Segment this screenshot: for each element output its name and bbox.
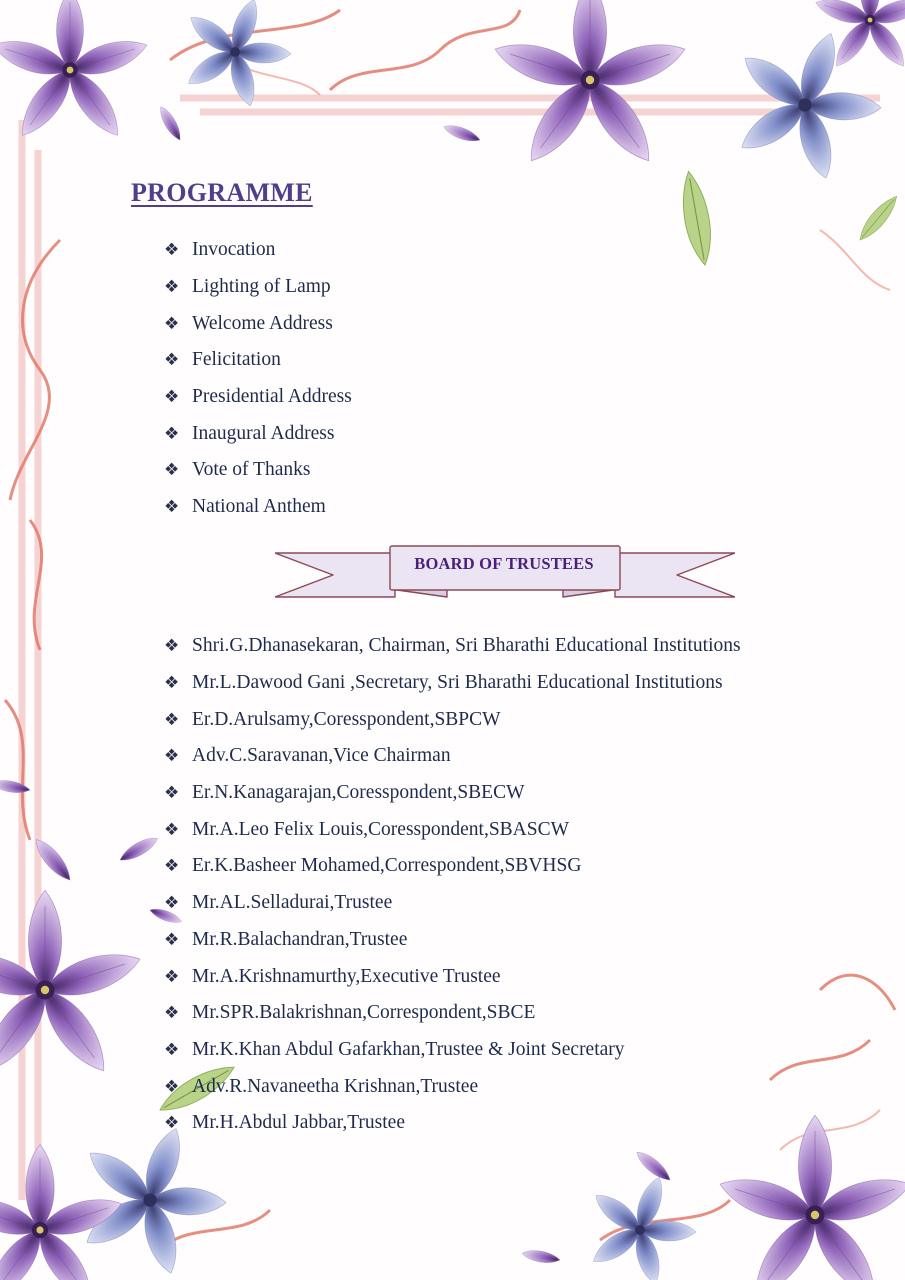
programme-item xyxy=(164,415,352,452)
diamond-bullet-icon: ❖ xyxy=(164,1076,180,1097)
diamond-bullet-icon: ❖ xyxy=(164,1113,180,1134)
trustee-item xyxy=(164,1032,741,1069)
trustee-item xyxy=(164,995,741,1032)
trustee-item xyxy=(164,1068,741,1105)
diamond-bullet-icon: ❖ xyxy=(164,423,180,444)
trustee-item-text: Shri.G.Dhanasekaran, Chairman, Sri Bharathi Educational Institutions xyxy=(192,635,741,657)
trustee-item-text: Mr.K.Khan Abdul Gafarkhan,Trustee & Joint Secretary xyxy=(192,1038,625,1060)
programme-item-text: Vote of Thanks xyxy=(192,459,311,481)
programme-item xyxy=(164,379,352,416)
diamond-bullet-icon: ❖ xyxy=(164,497,180,518)
board-of-trustees-title: BOARD OF TRUSTEES xyxy=(414,554,594,573)
trustee-item xyxy=(164,811,741,848)
programme-heading: PROGRAMME xyxy=(131,178,313,207)
trustee-item xyxy=(164,885,741,922)
trustees-list xyxy=(164,628,741,1142)
diamond-bullet-icon: ❖ xyxy=(164,1003,180,1024)
programme-item xyxy=(164,489,352,526)
diamond-bullet-icon: ❖ xyxy=(164,313,180,334)
trustee-item-text: Mr.A.Krishnamurthy,Executive Trustee xyxy=(192,965,501,987)
trustee-item xyxy=(164,958,741,995)
trustee-item-text: Mr.H.Abdul Jabbar,Trustee xyxy=(192,1112,405,1134)
diamond-bullet-icon: ❖ xyxy=(164,966,180,987)
programme-list xyxy=(164,232,352,526)
trustee-item-text: Adv.C.Saravanan,Vice Chairman xyxy=(192,745,451,767)
diamond-bullet-icon: ❖ xyxy=(164,783,180,804)
diamond-bullet-icon: ❖ xyxy=(164,240,180,261)
trustee-item xyxy=(164,701,741,738)
programme-item-text: Lighting of Lamp xyxy=(192,276,331,298)
trustee-item-text: Er.D.Arulsamy,Coresspondent,SBPCW xyxy=(192,708,501,730)
programme-item-text: National Anthem xyxy=(192,496,326,518)
trustee-item-text: Er.N.Kanagarajan,Coresspondent,SBECW xyxy=(192,782,525,804)
diamond-bullet-icon: ❖ xyxy=(164,819,180,840)
trustee-item-text: Adv.R.Navaneetha Krishnan,Trustee xyxy=(192,1075,479,1097)
diamond-bullet-icon: ❖ xyxy=(164,350,180,371)
programme-item-text: Felicitation xyxy=(192,349,281,371)
trustee-item xyxy=(164,848,741,885)
diamond-bullet-icon: ❖ xyxy=(164,746,180,767)
programme-item-text: Presidential Address xyxy=(192,386,352,408)
diamond-bullet-icon: ❖ xyxy=(164,1039,180,1060)
trustee-item-text: Mr.A.Leo Felix Louis,Coresspondent,SBASCW xyxy=(192,818,570,840)
trustee-item-text: Mr.SPR.Balakrishnan,Correspondent,SBCE xyxy=(192,1002,536,1024)
diamond-bullet-icon: ❖ xyxy=(164,929,180,950)
trustee-item xyxy=(164,628,741,665)
diamond-bullet-icon: ❖ xyxy=(164,856,180,877)
programme-item-text: Welcome Address xyxy=(192,312,333,334)
programme-item xyxy=(164,232,352,269)
trustee-item-text: Mr.L.Dawood Gani ,Secretary, Sri Bharathi Educational Institutions xyxy=(192,672,723,694)
diamond-bullet-icon: ❖ xyxy=(164,673,180,694)
diamond-bullet-icon: ❖ xyxy=(164,460,180,481)
programme-item xyxy=(164,269,352,306)
trustee-item-text: Er.K.Basheer Mohamed,Correspondent,SBVHSG xyxy=(192,855,582,877)
diamond-bullet-icon: ❖ xyxy=(164,387,180,408)
diamond-bullet-icon: ❖ xyxy=(164,636,180,657)
programme-item-text: Inaugural Address xyxy=(192,422,335,444)
trustee-item xyxy=(164,738,741,775)
trustee-item-text: Mr.R.Balachandran,Trustee xyxy=(192,928,408,950)
programme-item xyxy=(164,305,352,342)
programme-item-text: Invocation xyxy=(192,239,276,261)
diamond-bullet-icon: ❖ xyxy=(164,893,180,914)
trustee-item xyxy=(164,1105,741,1142)
programme-item xyxy=(164,452,352,489)
trustee-item xyxy=(164,922,741,959)
programme-item xyxy=(164,342,352,379)
trustee-item xyxy=(164,775,741,812)
diamond-bullet-icon: ❖ xyxy=(164,709,180,730)
trustee-item-text: Mr.AL.Selladurai,Trustee xyxy=(192,892,393,914)
trustee-item xyxy=(164,665,741,702)
diamond-bullet-icon: ❖ xyxy=(164,277,180,298)
